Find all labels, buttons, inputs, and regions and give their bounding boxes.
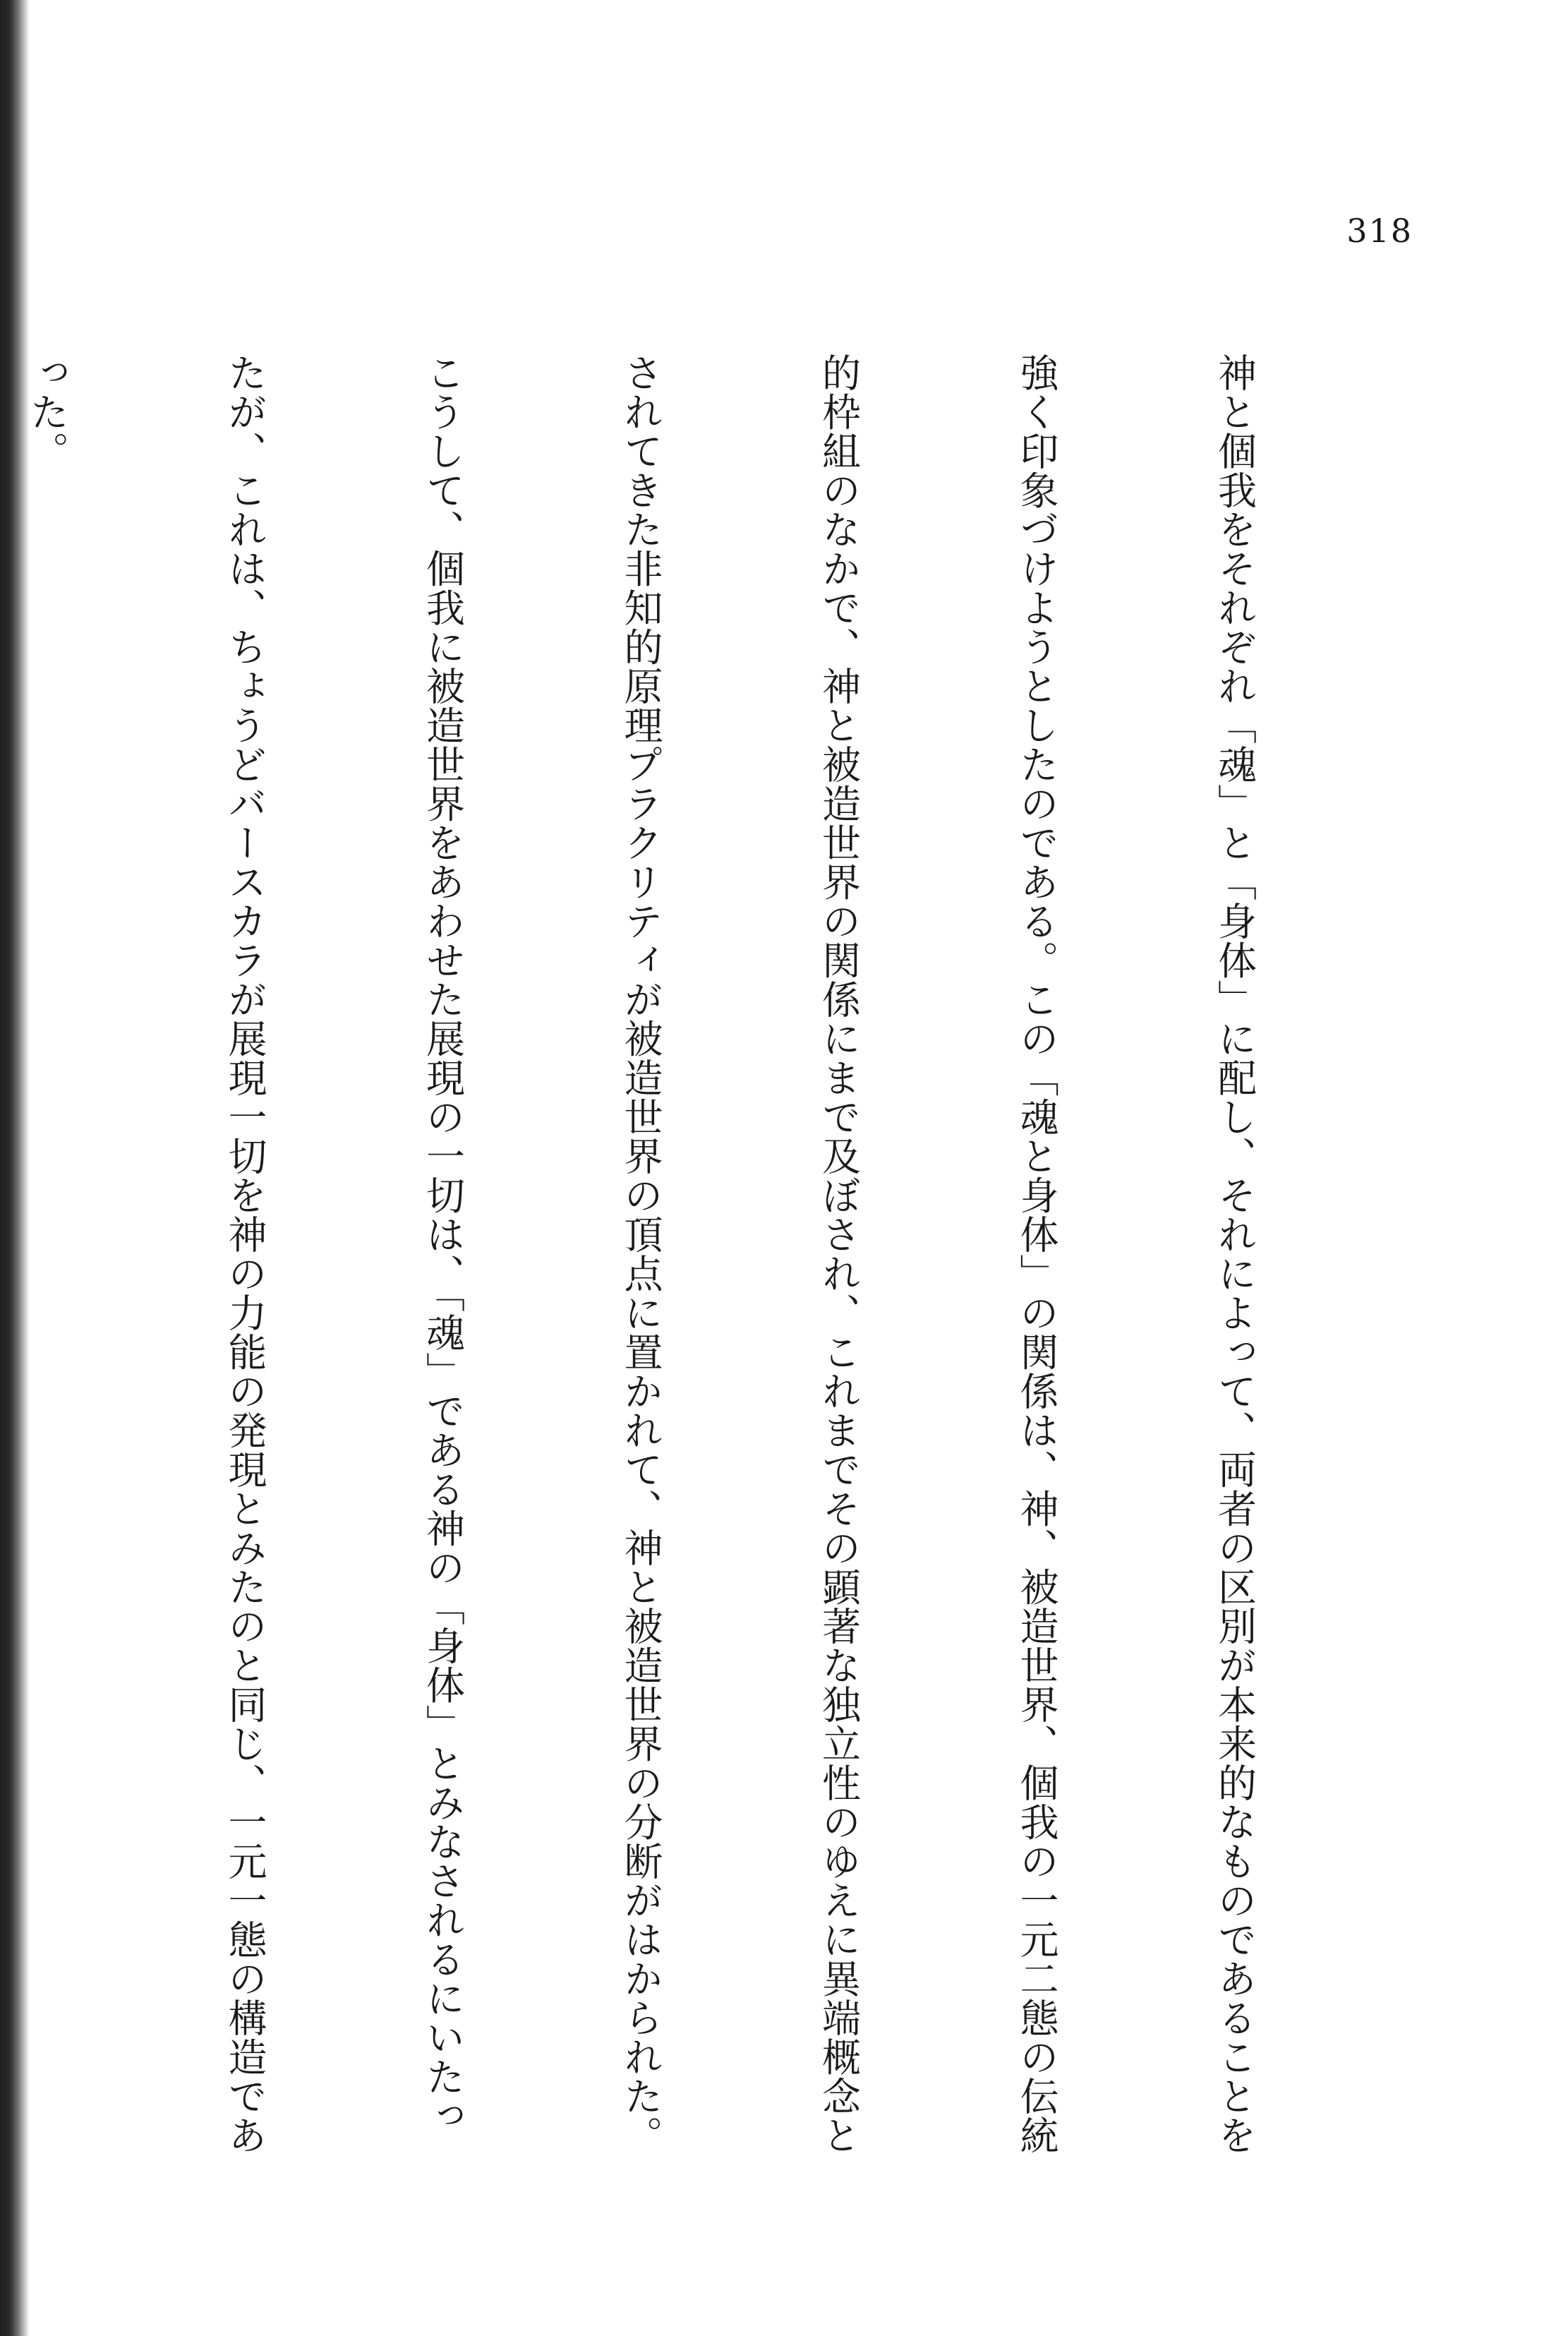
text-line: った。 bbox=[24, 353, 69, 471]
text-line: 的枠組のなかで、神と被造世界の関係にまで及ぼされ、これまでその顕著な独立性のゆえに異端概念と bbox=[816, 353, 861, 2155]
text-line: されてきた非知的原理プラクリティが被造世界の頂点に置かれて、神と被造世界の分断がはかられた。 bbox=[617, 353, 663, 2155]
text-line: こうして、個我に被造世界をあわせた展現の一切は、「魂」である神の「身体」とみなされるにいたっ bbox=[420, 353, 465, 2136]
text-line: 神と個我をそれぞれ「魂」と「身体」に配し、それによって、両者の区別が本来的なものであることを bbox=[1212, 353, 1257, 2155]
text-line: たが、これは、ちょうどバースカラが展現一切を神の力能の発現とみたのと同じ、一元一態の構造であ bbox=[222, 353, 267, 2155]
page-number: 318 bbox=[1346, 212, 1413, 250]
vertical-text-body bbox=[0, 353, 1399, 2155]
text-line: 強く印象づけようとしたのである。この「魂と身体」の関係は、神、被造世界、個我の一元二態の伝統 bbox=[1013, 353, 1059, 2155]
